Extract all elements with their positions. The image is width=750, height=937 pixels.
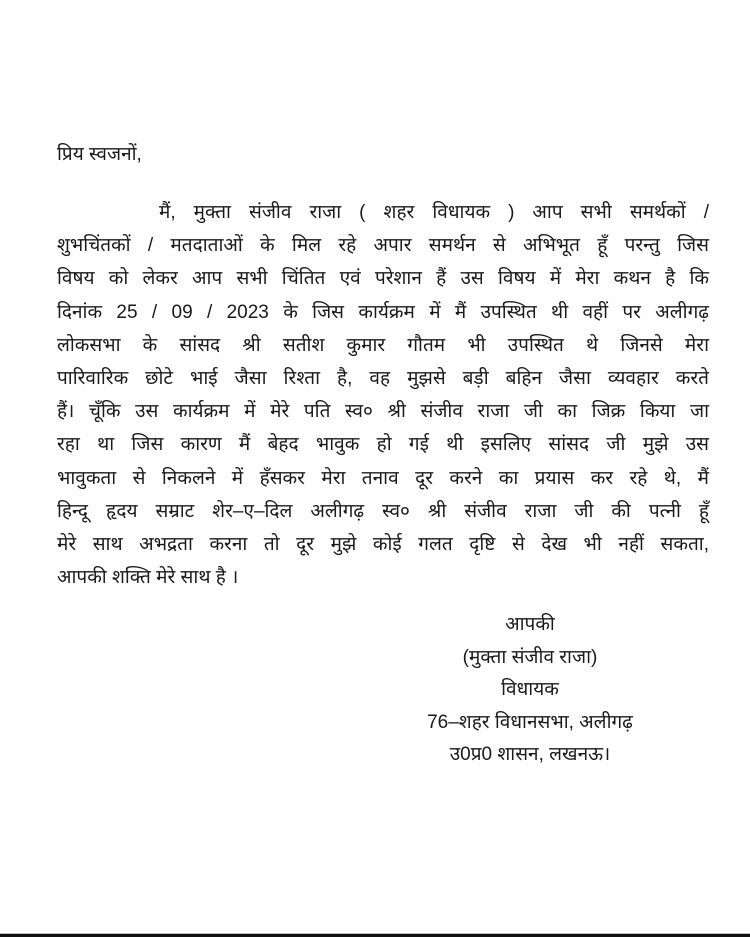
signature-government: उ0प्र0 शासन, लखनऊ। bbox=[449, 744, 611, 765]
body-line: हिन्दू हृदय सम्राट शेर–ए–दिल अलीगढ़ स्व० श्री संजीव राजा जी की पत्नी हूँ bbox=[57, 500, 709, 522]
body-line: शुभचिंतकों / मतदाताओं के मिल रहे अपार समर्थन से अभिभूत हूँ परन्तु जिस bbox=[57, 235, 709, 257]
body-line: विषय को लेकर आप सभी चिंतित एवं परेशान हैं उस विषय में मेरा कथन है कि bbox=[57, 268, 709, 290]
body-line: लोकसभा के सांसद श्री सतीश कुमार गौतम भी उपस्थित थे जिनसे मेरा bbox=[57, 334, 709, 356]
body-line: भावुकता से निकलने में हँसकर मेरा तनाव दूर करने का प्रयास कर रहे थे, मैं bbox=[57, 467, 709, 489]
signature-block bbox=[380, 609, 680, 772]
body-line: दिनांक 25 / 09 / 2023 के जिस कार्यक्रम में मैं उपस्थित थी वहीं पर अलीगढ़ bbox=[57, 301, 709, 323]
signature-constituency: 76–शहर विधानसभा, अलीगढ़ bbox=[427, 711, 633, 733]
body-line: आपकी शक्ति मेरे साथ है । bbox=[57, 567, 239, 589]
signature-designation: विधायक bbox=[501, 679, 559, 700]
body-line: मैं, मुक्ता संजीव राजा ( शहर विधायक ) आप सभी समर्थकों / bbox=[159, 202, 709, 223]
body-line: पारिवारिक छोटे भाई जैसा रिश्ता है, वह मुझसे बड़ी बहिन जैसा व्यवहार करते bbox=[57, 367, 709, 389]
body-line: मेरे साथ अभद्रता करना तो दूर मुझे कोई गलत दृष्टि से देख भी नहीं सकता, bbox=[57, 533, 709, 555]
body-line: रहा था जिस कारण मैं बेहद भावुक हो गई थी इसलिए सांसद जी मुझे उस bbox=[57, 434, 709, 456]
body-line: हैं। चूँकि उस कार्यक्रम में मेरे पति स्व० श्री संजीव राजा जी का जिक्र किया जा bbox=[57, 401, 709, 423]
letter-body bbox=[57, 196, 709, 594]
page-bottom-divider bbox=[0, 933, 750, 937]
letter-salutation: प्रिय स्वजनों, bbox=[57, 144, 142, 165]
signature-name: (मुक्ता संजीव राजा) bbox=[462, 646, 598, 668]
signature-closing: आपकी bbox=[505, 614, 555, 635]
